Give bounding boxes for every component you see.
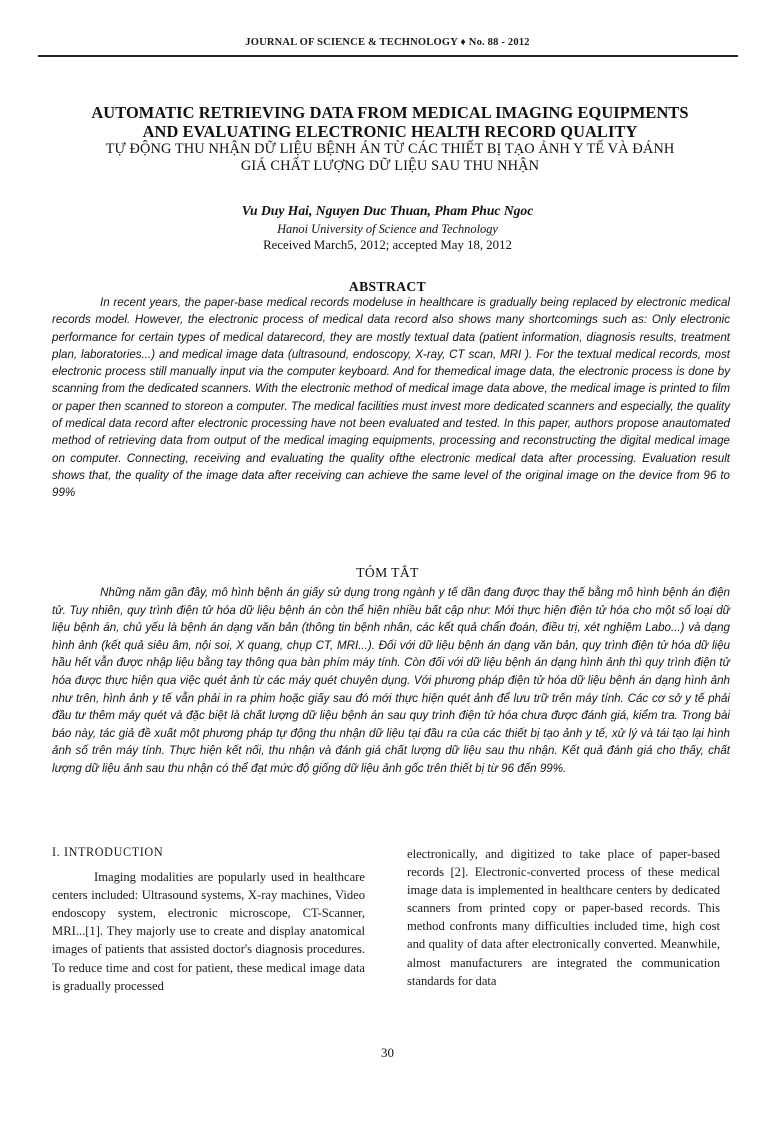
tom-tat-heading: TÓM TẮT: [356, 565, 419, 580]
abstract-text: In recent years, the paper-base medical records modeluse in healthcare is gradually being replaced by electronic medical records model. However, the electronic process of medical data record also shows many shortcomings such as: Only electronic performance for certain types of medical datarecord, they are mostly textual data (patient information, diagnosis results, treatment plan, laboratories...) and medical image data (ultrasound, endoscopy, X-ray, CT scan, MRI ). For the textual medical records, most electronic process still manually input via the computer keyboard. And for themedical image data, the electronic process is done by scanning from the dedicated scanners. With the electronic method of medical image data above, the medical image is printed to film or paper then scanned to storeon a computer. The medical facilities must invest more dedicated scanners and especially, the quality of medical data record after electronic processing have not been evaluated and tested. In this paper, authors propose anautomated method of retrieving data from output of the medical imaging equipments, processing and reconstructing the digital medical image on computer. Connecting, receiving and evaluating the quality ofthe electronic medical data after processing. Evaluation result shows that, the quality of the image data after receiving can achieve the same level of the original image on the device from 96 to 99%: [52, 296, 730, 500]
title-vietnamese-line-2: GIÁ CHẤT LƯỢNG DỮ LIỆU SAU THU NHẬN: [240, 158, 540, 174]
received-date: Received March5, 2012; accepted May 18, 2012: [263, 238, 512, 252]
title-block: [40, 103, 740, 175]
title-english-line-2: AND EVALUATING ELECTRONIC HEALTH RECORD QUALITY: [142, 122, 638, 141]
title-english-line-1: AUTOMATIC RETRIEVING DATA FROM MEDICAL IMAGING EQUIPMENTS: [91, 103, 689, 122]
intro-paragraph-right: electronically, and digitized to take place of paper-based records [2]. Electronic-converted process of these medical image data is implemented in healthcare centers by dedicated scanners from printed copy or paper-based records. This method confronts many difficulties included time, high cost and quality of data after electronically converted. Meanwhile, almost manufacturers are integrated the communication standards for data: [407, 847, 720, 988]
running-head: JOURNAL OF SCIENCE & TECHNOLOGY ♦ No. 88 - 2012: [245, 37, 530, 48]
header-rule-full: [38, 55, 738, 57]
tom-tat-text: Những năm gần đây, mô hình bệnh án giấy sử dụng trong ngành y tế dần đang được thay thế bằng mô hình bệnh án điện tử. Tuy nhiên, quy trình điện tử hóa dữ liệu bệnh án còn thể hiện nhiều bất cập như: Mới thực hiện điện tử hóa cho một số loại dữ liệu bệnh án, chủ yếu là bệnh án dạng văn bản (thông tin bệnh nhân, các kết quả chẩn đoán, điều trị, xét nghiệm Labo...) và dạng hình ảnh (kết quả siêu âm, nội soi, X quang, chụp CT, MRI...). Đối với dữ liệu bệnh án dạng văn bản, quy trình điện tử hóa dữ liệu hầu hết vẫn được nhập liệu bằng tay thông qua bàn phím máy tính. Còn đối với dữ liệu bệnh án dạng hình ảnh thì quy trình điện tử hóa được thực hiện qua việc quét ảnh từ các máy quét chuyên dụng. Với phương pháp điện tử hóa dữ liệu bệnh án dạng hình ảnh như trên, hình ảnh y tế vẫn phải in ra phim hoặc giấy sau đó mới thực hiện quét ảnh để lưu trữ trên máy tính. Các cơ sở y tế phải đầu tư thêm máy quét và đặc biệt là chất lượng dữ liệu bệnh án sau quy trình điện tử hóa chưa được đánh giá, kiểm tra. Trong bài báo này, tác giả đề xuất một phương pháp tự động thu nhận dữ liệu tại đầu ra của các thiết bị tạo ảnh y tế, xử lý và tái tạo lại hình ảnh số trên máy tính. Thực hiện kết nối, thu nhận và đánh giá chất lượng dữ liệu sau thu nhận. Kết quả đánh giá cho thấy, chất lượng dữ liệu ảnh sau thu nhận có thể đạt mức độ giống dữ liệu ảnh gốc trên thiết bị từ 96 đến 99%.: [52, 586, 730, 775]
title-vietnamese-line-1: TỰ ĐỘNG THU NHẬN DỮ LIỆU BỆNH ÁN TỪ CÁC THIẾT BỊ TẠO ẢNH Y TẾ VÀ ĐÁNH: [105, 141, 675, 157]
affiliation: Hanoi University of Science and Technology: [277, 222, 498, 236]
abstract-heading: ABSTRACT: [348, 279, 427, 294]
intro-left-column: [52, 843, 365, 995]
introduction-heading: I. INTRODUCTION: [52, 845, 164, 859]
authors: Vu Duy Hai, Nguyen Duc Thuan, Pham Phuc Ngoc: [241, 203, 534, 218]
page-number: 30: [381, 1045, 394, 1060]
intro-paragraph-left: Imaging modalities are popularly used in healthcare centers included: Ultrasound systems, X-ray machines, Video endoscopy system, electronic microscope, CT-Scanner, MRI...[1]. They majorly use to create and display anatomical images of patients that assisted doctor's diagnosis procedures. To reduce time and cost for patient, these medical image data is gradually processed: [52, 870, 365, 993]
intro-right-column: [407, 845, 720, 990]
